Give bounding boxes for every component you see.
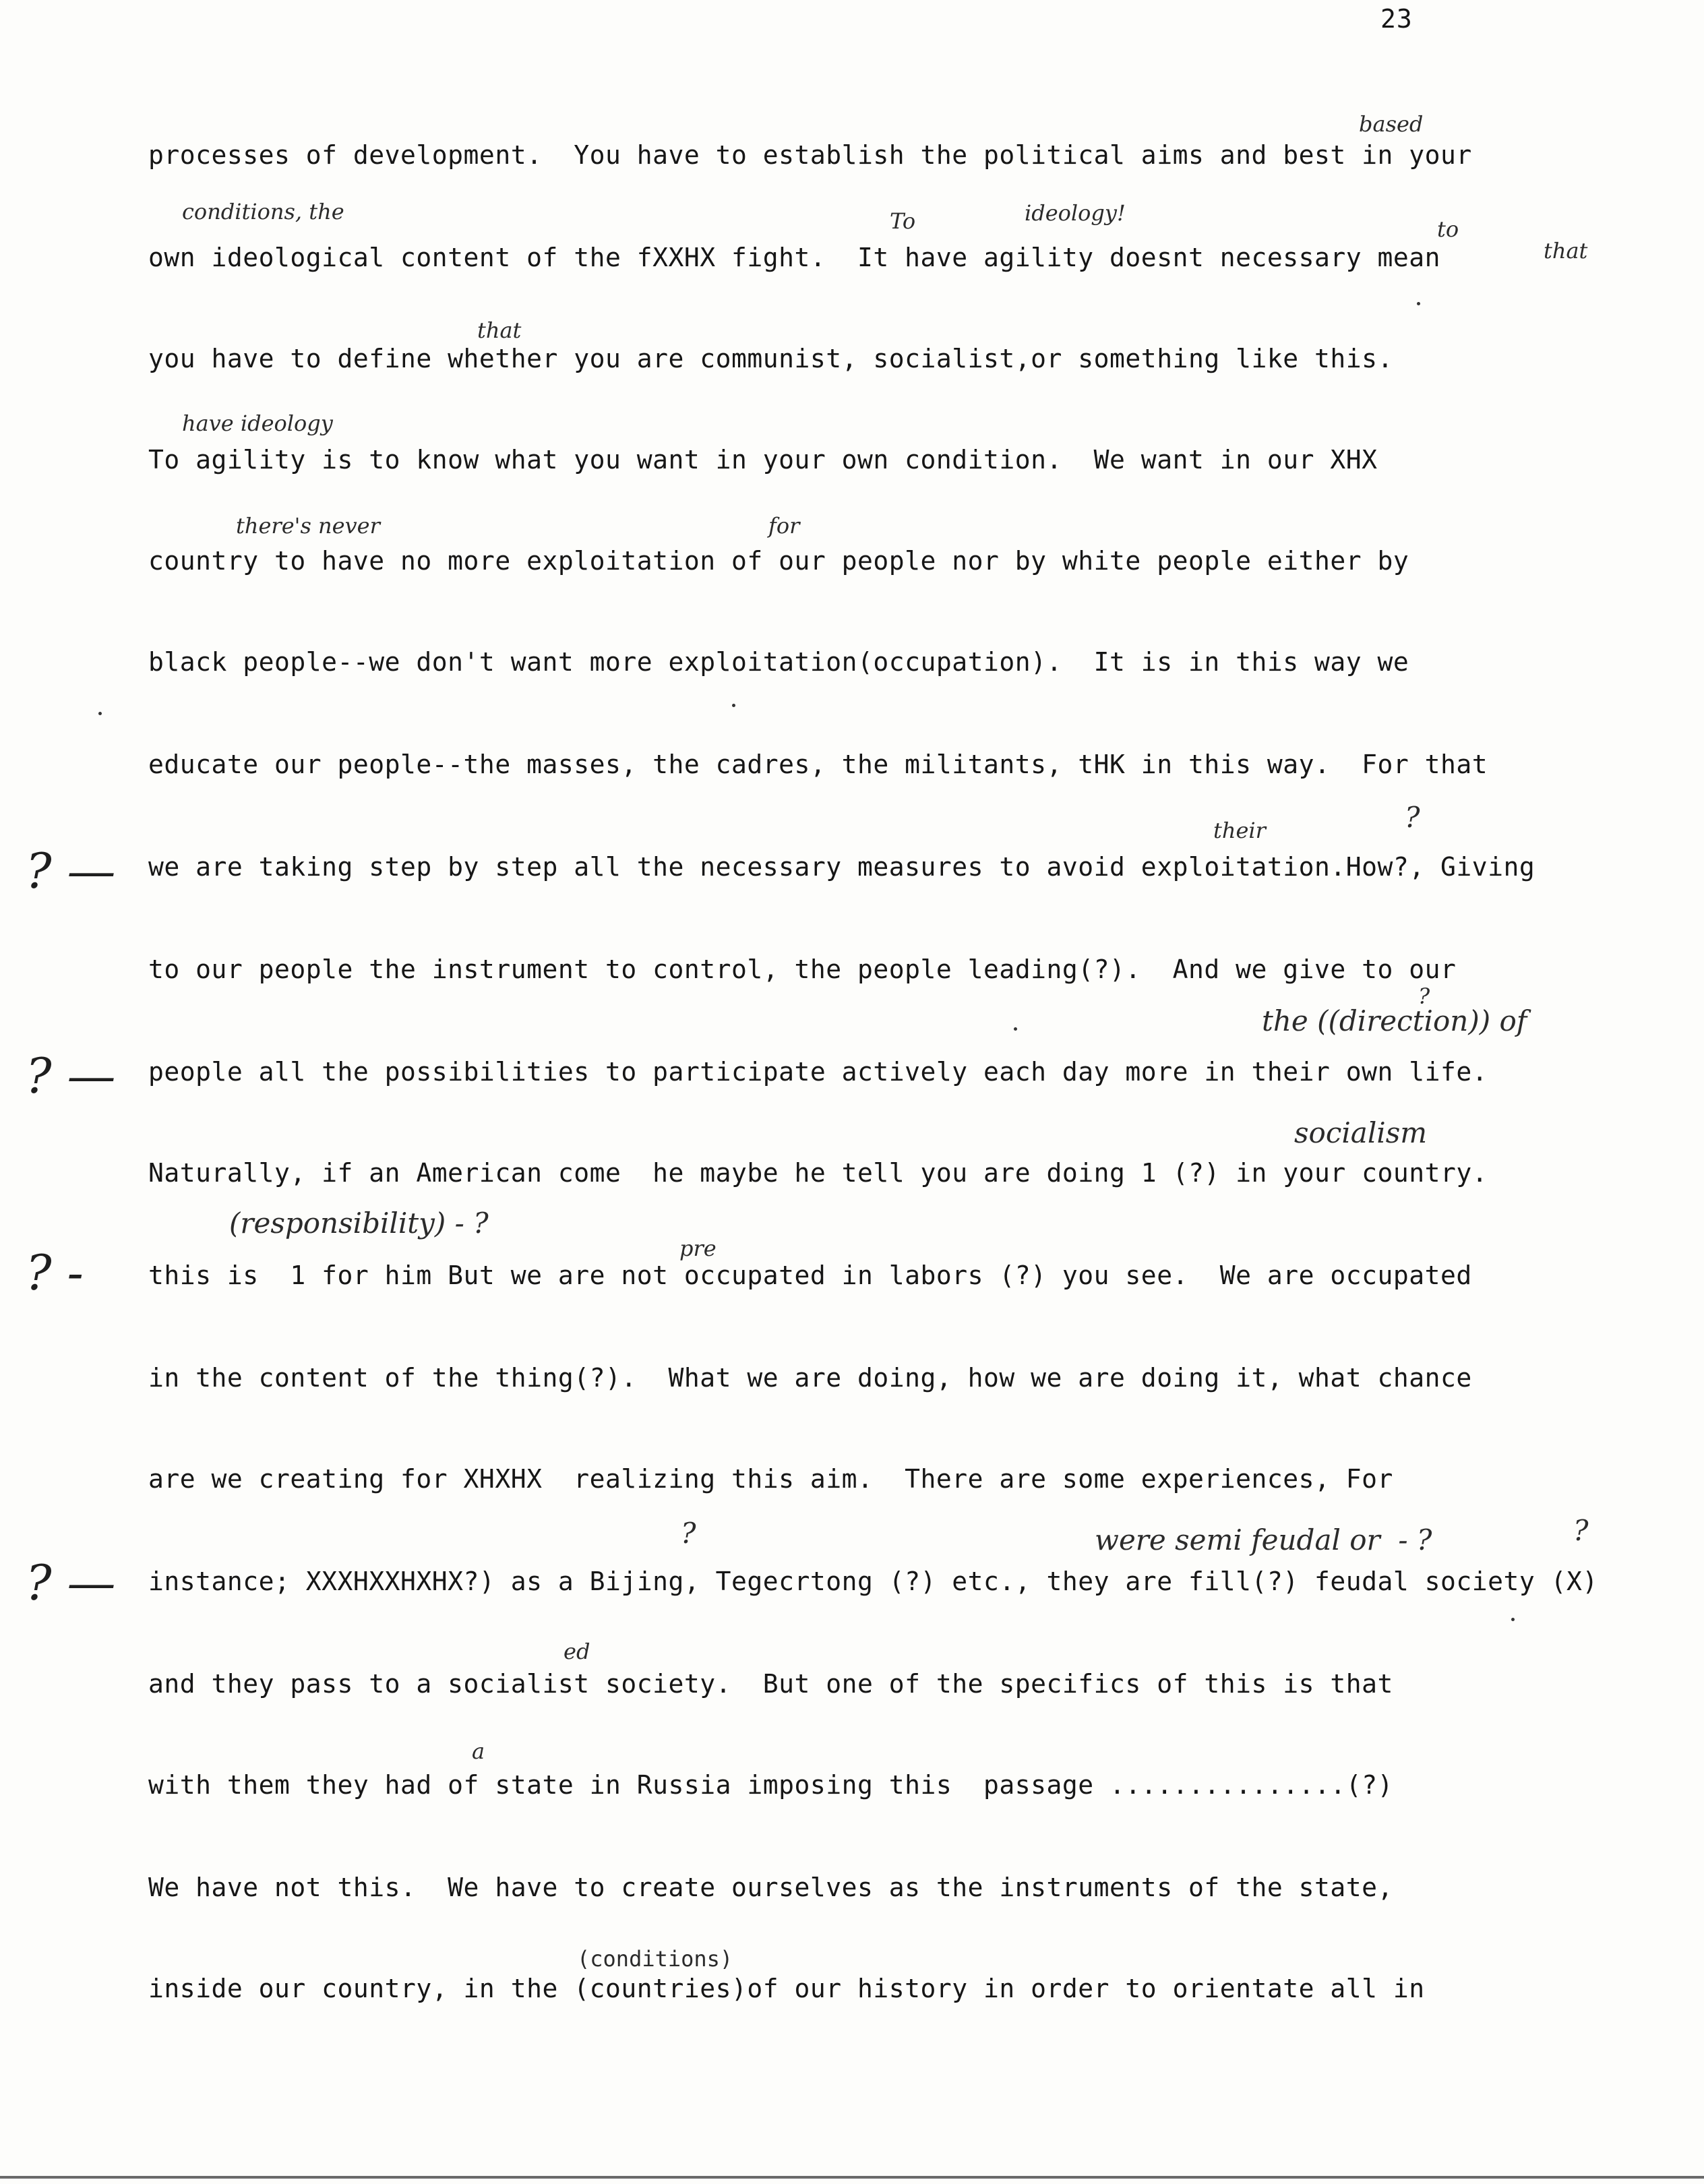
annotation-socialism: socialism xyxy=(1294,1116,1428,1149)
text-line-11: Naturally, if an American come he maybe he tell you are doing 1 (?) in your country. xyxy=(148,1158,1488,1188)
annotation-that-1: that xyxy=(1544,238,1588,264)
annotation-conditions-the: conditions, the xyxy=(182,199,344,224)
annotation-their: their xyxy=(1213,818,1266,843)
text-line-17: with them they had of state in Russia imposing this passage ...............(?) xyxy=(148,1770,1393,1800)
annotation-have-ideology: have ideology xyxy=(182,411,333,436)
annotation-based: based xyxy=(1359,111,1424,137)
annotation-question: ? xyxy=(1405,801,1420,834)
text-line-10: people all the possibilities to participate actively each day more in their own life. xyxy=(148,1057,1488,1087)
annotation-that-2: that xyxy=(477,317,522,343)
annotation-to: To xyxy=(890,208,916,234)
text-line-5: country to have no more exploitation of our people nor by white people either by xyxy=(148,546,1409,576)
annotation-semi-feudal: were semi feudal or - ? xyxy=(1095,1523,1432,1556)
annotation-ideology: ideology! xyxy=(1025,200,1126,226)
annotation-there-never: there's never xyxy=(236,513,380,539)
annotation-to-2: to xyxy=(1437,216,1459,242)
scan-speck xyxy=(732,704,735,707)
scan-speck xyxy=(1511,1618,1515,1621)
annotation-direction: the ((direction)) of xyxy=(1262,1004,1527,1037)
page-bottom-edge xyxy=(0,2176,1704,2179)
annotation-pre: pre xyxy=(679,1236,717,1261)
margin-question-mark-1: ? — xyxy=(26,843,116,899)
text-line-9: to our people the instrument to control, the people leading(?). And we give to our xyxy=(148,954,1457,984)
text-line-15: instance; XXXHXXHXHX?) as a Bijing, Tegecrtong (?) etc., they are fill(?) feudal society (X) xyxy=(148,1567,1598,1596)
text-line-14: are we creating for XHXHX realizing this aim. There are some experiences, For xyxy=(148,1464,1393,1494)
annotation-question-4: ? xyxy=(1573,1514,1589,1547)
annotation-question-2: ? xyxy=(1418,983,1430,1009)
scan-speck xyxy=(98,712,102,715)
text-line-13: in the content of the thing(?). What we are doing, how we are doing it, what chance xyxy=(148,1363,1472,1393)
scan-speck xyxy=(1014,1027,1017,1031)
annotation-a: a xyxy=(472,1738,485,1764)
text-line-12: this is 1 for him But we are not occupated in labors (?) you see. We are occupated xyxy=(148,1261,1472,1290)
text-line-1: processes of development. You have to establish the political aims and best in your xyxy=(148,140,1472,170)
text-line-16: and they pass to a socialist society. But one of the specifics of this is that xyxy=(148,1669,1393,1699)
page-number: 23 xyxy=(1380,4,1413,34)
text-line-4: To agility is to know what you want in your own condition. We want in our XHX xyxy=(148,445,1378,475)
annotation-conditions: (conditions) xyxy=(577,1946,733,1972)
scan-speck xyxy=(1417,302,1420,305)
text-line-19: inside our country, in the (countries)of our history in order to orientate all in xyxy=(148,1974,1425,2003)
annotation-for: for xyxy=(768,513,800,539)
annotation-responsibility: (responsibility) - ? xyxy=(229,1207,489,1240)
annotation-ed: ed xyxy=(564,1639,590,1664)
text-line-3: you have to define whether you are communist, socialist,or something like this. xyxy=(148,344,1393,373)
margin-question-mark-2: ? — xyxy=(26,1048,116,1104)
text-line-7: educate our people--the masses, the cadres, the militants, tHK in this way. For that xyxy=(148,750,1488,779)
text-line-6: black people--we don't want more exploitation(occupation). It is in this way we xyxy=(148,647,1409,677)
text-line-2: own ideological content of the fXXHX fight. It have agility doesnt necessary mean xyxy=(148,243,1440,272)
margin-question-mark-4: ? — xyxy=(26,1554,116,1611)
text-line-18: We have not this. We have to create ourselves as the instruments of the state, xyxy=(148,1873,1393,1902)
margin-question-mark-3: ? - xyxy=(26,1244,84,1301)
annotation-question-3: ? xyxy=(681,1517,696,1550)
text-line-8: we are taking step by step all the necessary measures to avoid exploitation.How?, Giving xyxy=(148,852,1535,882)
